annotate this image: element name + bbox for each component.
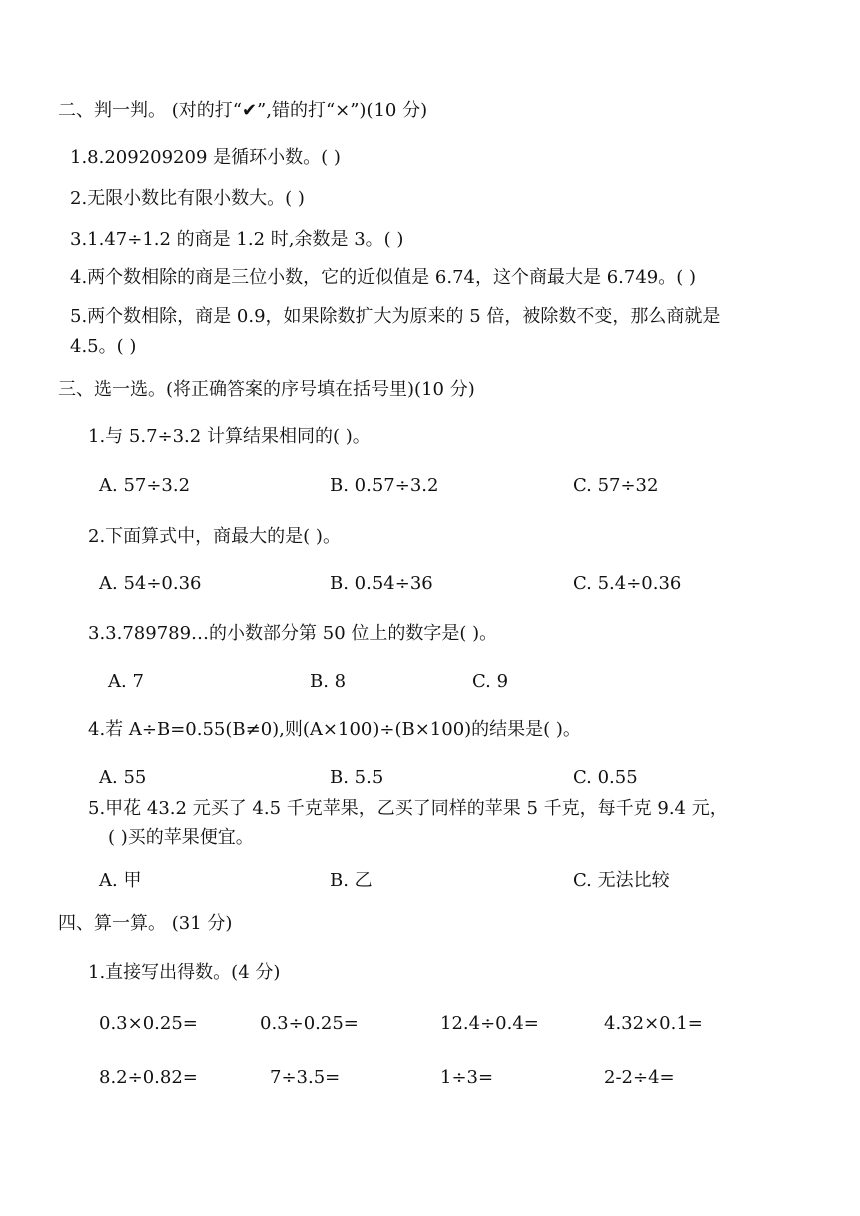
section-4-heading: 四、算一算。 (31 分) xyxy=(58,913,233,934)
calc-item: 12.4÷0.4= xyxy=(440,1013,539,1034)
calc-item: 1÷3= xyxy=(440,1067,494,1088)
choice-q5-stem-cont: ( )买的苹果便宜。 xyxy=(108,827,254,848)
calc-item: 0.3×0.25= xyxy=(99,1013,198,1034)
choice-q3-option-b: B. 8 xyxy=(310,671,347,692)
choice-q4-option-c: C. 0.55 xyxy=(573,767,638,788)
choice-q2-option-a: A. 54÷0.36 xyxy=(99,573,202,594)
choice-q2-option-c: C. 5.4÷0.36 xyxy=(573,573,682,594)
section-2-heading: 二、判一判。 (对的打“✔”,错的打“×”)(10 分) xyxy=(58,100,428,121)
choice-q5-option-c: C. 无法比较 xyxy=(573,870,670,891)
choice-q2-stem: 2.下面算式中，商最大的是( )。 xyxy=(88,526,341,547)
choice-q3-stem: 3.3.789789…的小数部分第 50 位上的数字是( )。 xyxy=(88,623,498,644)
choice-q3-option-c: C. 9 xyxy=(472,671,509,692)
choice-q4-option-a: A. 55 xyxy=(99,767,147,788)
calc-item: 8.2÷0.82= xyxy=(99,1067,198,1088)
section-4-sub1: 1.直接写出得数。(4 分) xyxy=(88,962,281,983)
choice-q2-option-b: B. 0.54÷36 xyxy=(330,573,433,594)
choice-q5-option-a: A. 甲 xyxy=(99,870,142,891)
judge-item-3: 3.1.47÷1.2 的商是 1.2 时,余数是 3。( ) xyxy=(70,229,404,250)
section-3-heading: 三、选一选。(将正确答案的序号填在括号里)(10 分) xyxy=(58,379,475,400)
choice-q4-option-b: B. 5.5 xyxy=(330,767,384,788)
choice-q1-option-b: B. 0.57÷3.2 xyxy=(330,475,439,496)
choice-q3-option-a: A. 7 xyxy=(108,671,144,692)
calc-item: 7÷3.5= xyxy=(270,1067,341,1088)
choice-q1-option-c: C. 57÷32 xyxy=(573,475,659,496)
calc-item: 4.32×0.1= xyxy=(604,1013,703,1034)
judge-item-5-cont: 4.5。( ) xyxy=(70,336,137,357)
calc-item: 0.3÷0.25= xyxy=(260,1013,359,1034)
choice-q5-option-b: B. 乙 xyxy=(330,870,373,891)
choice-q4-stem: 4.若 A÷B=0.55(B≠0),则(A×100)÷(B×100)的结果是( )。 xyxy=(88,719,581,740)
calc-item: 2-2÷4= xyxy=(604,1067,675,1088)
choice-q1-stem: 1.与 5.7÷3.2 计算结果相同的( )。 xyxy=(88,426,371,447)
choice-q5-stem: 5.甲花 43.2 元买了 4.5 千克苹果，乙买了同样的苹果 5 千克，每千克 9.4 元， xyxy=(88,798,728,819)
choice-q1-option-a: A. 57÷3.2 xyxy=(99,475,191,496)
judge-item-5: 5.两个数相除，商是 0.9，如果除数扩大为原来的 5 倍，被除数不变，那么商就是 xyxy=(70,306,721,327)
judge-item-1: 1.8.209209209 是循环小数。( ) xyxy=(70,147,341,168)
judge-item-2: 2.无限小数比有限小数大。( ) xyxy=(70,188,305,209)
judge-item-4: 4.两个数相除的商是三位小数，它的近似值是 6.74，这个商最大是 6.749。( ) xyxy=(70,267,696,288)
